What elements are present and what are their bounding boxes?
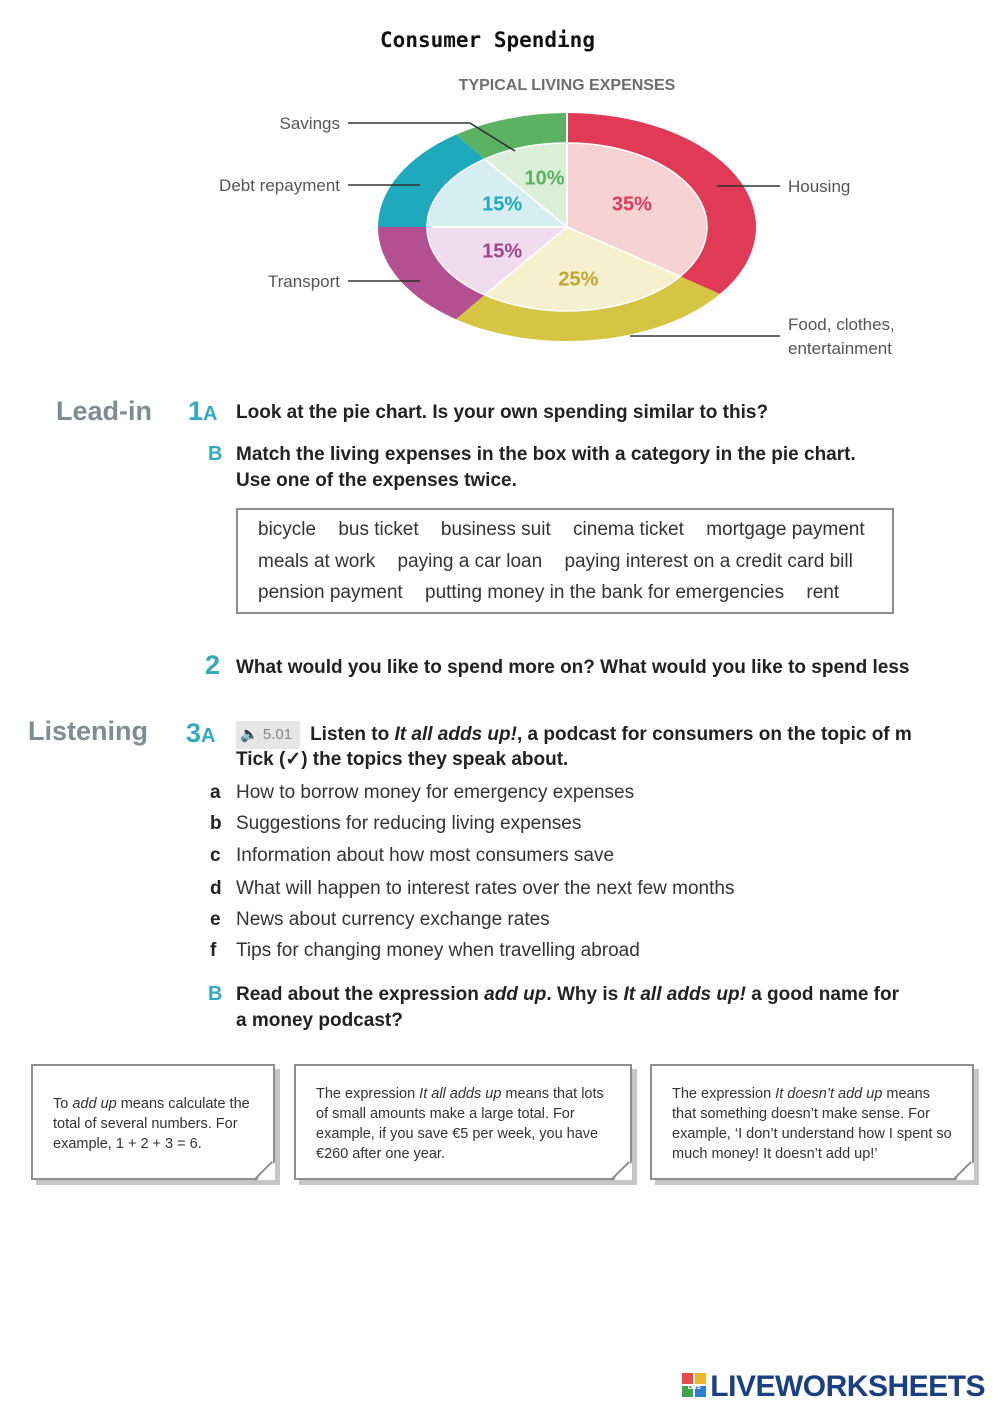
question-3b-text-end: a good name for	[745, 984, 900, 1005]
audio-track-button[interactable]	[236, 721, 300, 749]
list-item	[210, 940, 640, 962]
question-3a-text-end: , a podcast for consumers on the topic of m	[516, 724, 912, 746]
legend-label-housing: Housing	[788, 177, 851, 196]
question-2-number: 2	[205, 650, 221, 680]
info-card-doesnt-add-up	[650, 1064, 974, 1180]
card-text: The expression It doesn’t add up means that something doesn’t make sense. For example, ‘I don’t understand how I spent so much money! It doesn’t add up!’	[672, 1086, 952, 1162]
list-item	[210, 909, 550, 931]
word-item: paying interest on a credit card bill	[564, 551, 853, 572]
question-3b-letter: B	[208, 983, 223, 1005]
word-box-row	[258, 519, 882, 541]
data-label-transport: 15%	[482, 240, 523, 263]
list-item	[210, 845, 614, 867]
question-3b-text: Read about the expression	[236, 984, 485, 1005]
logo-letters: LWS	[687, 1384, 701, 1392]
word-item: paying a car loan	[397, 551, 543, 572]
chart-title: TYPICAL LIVING EXPENSES	[458, 77, 676, 94]
item-letter: f	[210, 940, 217, 961]
word-item: meals at work	[258, 551, 376, 572]
info-card-add-up	[31, 1064, 275, 1180]
data-label-housing: 35%	[611, 193, 652, 216]
item-letter: c	[210, 845, 221, 866]
question-1b-line1: Match the living expenses in the box with a category in the pie chart.	[236, 444, 856, 465]
legend-label-food: entertainment	[788, 339, 892, 358]
question-1a-text: Look at the pie chart. Is your own spending similar to this?	[236, 402, 769, 423]
podcast-name: It all adds up!	[394, 724, 517, 746]
question-3a-text: Listen to	[310, 724, 395, 746]
expression-add-up: add up	[484, 984, 547, 1005]
question-1-number: 1	[188, 396, 204, 426]
question-3b-text-mid: . Why is	[546, 984, 624, 1005]
item-letter: d	[210, 878, 222, 899]
question-3a-line2: Tick (✓) the topics they speak about.	[236, 749, 569, 770]
card-text: To add up means calculate the total of several numbers. For example, 1 + 2 + 3 = 6.	[53, 1096, 250, 1152]
liveworksheets-logo-icon	[682, 1373, 706, 1397]
item-text: Information about how most consumers save	[236, 845, 615, 866]
item-text: Suggestions for reducing living expenses	[236, 813, 582, 834]
question-3a-line1	[236, 721, 912, 749]
item-text: What will happen to interest rates over the next few months	[236, 878, 735, 899]
question-2-text: What would you like to spend more on? What would you like to spend less	[236, 657, 910, 678]
word-item: bicycle	[258, 519, 317, 540]
legend-label-food: Food, clothes,	[788, 315, 895, 334]
question-1b-line2: Use one of the expenses twice.	[236, 470, 517, 491]
item-letter: a	[210, 782, 221, 803]
word-box-row	[258, 582, 856, 604]
item-letter: e	[210, 909, 221, 930]
question-3a-letter: A	[201, 725, 216, 747]
pie-chart	[190, 66, 930, 376]
word-box	[236, 508, 894, 614]
page-title: Consumer Spending	[380, 28, 595, 52]
info-card-it-all-adds-up	[294, 1064, 632, 1180]
data-label-savings: 10%	[524, 167, 565, 190]
word-item: mortgage payment	[706, 519, 865, 540]
lead-in-label: Lead-in	[56, 396, 153, 426]
word-item: bus ticket	[338, 519, 419, 540]
question-1b-letter: B	[208, 443, 223, 465]
word-item: putting money in the bank for emergencies	[425, 582, 785, 603]
word-item: pension payment	[258, 582, 403, 603]
question-1a-letter: A	[203, 403, 218, 425]
item-text: How to borrow money for emergency expenses	[236, 782, 635, 803]
word-box-row	[258, 551, 870, 573]
data-label-debt: 15%	[482, 193, 523, 216]
podcast-name-ref: It all adds up!	[623, 984, 746, 1005]
liveworksheets-logo	[682, 1370, 985, 1404]
list-item	[210, 813, 581, 835]
audio-track-number: 5.01	[262, 726, 293, 743]
word-item: cinema ticket	[573, 519, 684, 540]
item-text: News about currency exchange rates	[236, 909, 550, 930]
list-item	[210, 782, 634, 804]
item-letter: b	[210, 813, 222, 834]
brand-text: LIVEWORKSHEETS	[710, 1370, 985, 1403]
card-text: The expression It all adds up means that lots of small amounts make a large total. For example, if you save €5 per week, you have €260 after one year.	[316, 1086, 604, 1162]
legend-label-savings: Savings	[279, 114, 340, 133]
legend-label-transport: Transport	[267, 272, 340, 291]
question-3-number: 3	[186, 718, 202, 748]
data-label-food: 25%	[558, 268, 599, 291]
word-item: rent	[806, 582, 840, 603]
item-text: Tips for changing money when travelling abroad	[236, 940, 640, 961]
listening-label: Listening	[28, 716, 148, 746]
question-3b-line1	[236, 982, 899, 1008]
legend-label-debt: Debt repayment	[219, 176, 340, 195]
question-3b-line2: a money podcast?	[236, 1010, 403, 1031]
speaker-icon: 🔈	[240, 726, 259, 743]
list-item	[210, 878, 734, 900]
word-item: business suit	[440, 519, 551, 540]
